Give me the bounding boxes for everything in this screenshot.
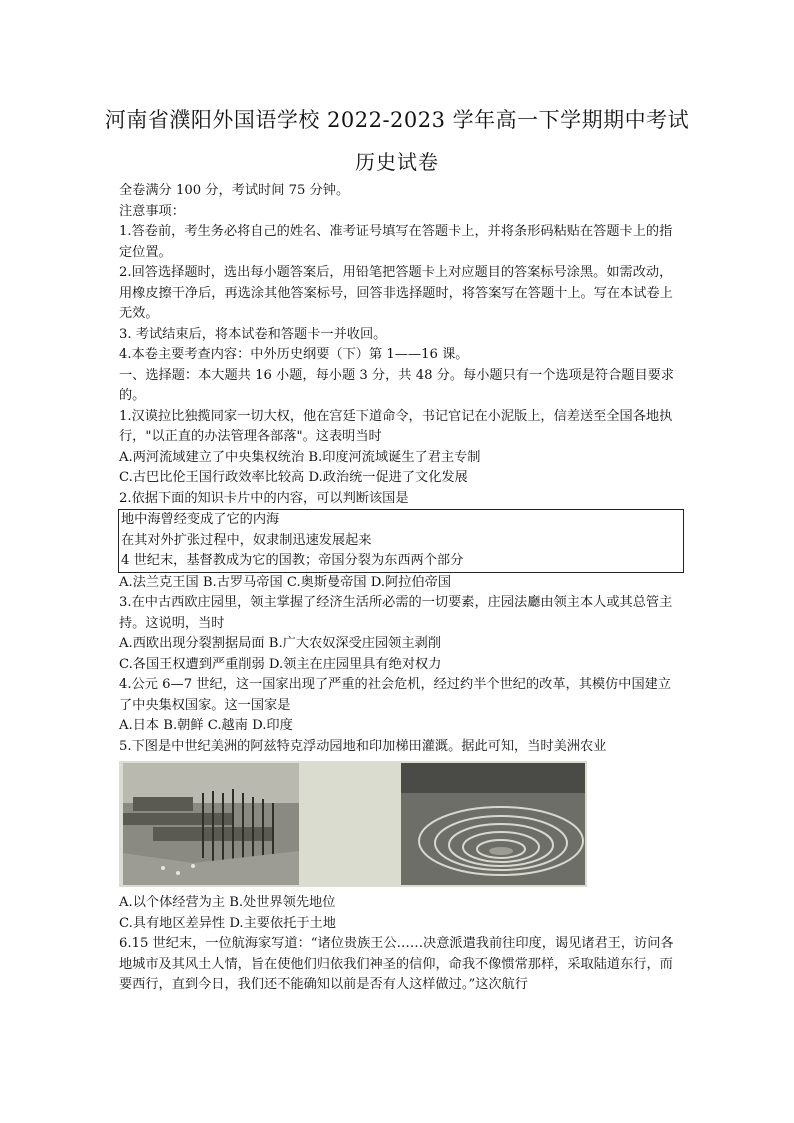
question-2-stem: 2.依据下面的知识卡片中的内容，可以判断该国是 (119, 490, 409, 506)
note-4: 4.本卷主要考查内容：中外历史纲要（下）第 1——16 课。 (119, 347, 469, 362)
exam-body (119, 181, 681, 996)
knowledge-card (118, 509, 684, 573)
question-1-option-line: C.古巴比伦王国行政效率比较高 D.政治统一促进了文化发展 (119, 470, 468, 485)
question-5-option-line: A.以个体经营为主 B.处世界领先地位 (119, 895, 336, 910)
question-2-option-line: A.法兰克王国 B.古罗马帝国 C.奥斯曼帝国 D.阿拉伯帝国 (119, 574, 452, 590)
score-info: 全卷满分 100 分，考试时间 75 分钟。 (119, 183, 350, 198)
inca-terrace-photo (401, 763, 585, 885)
section-heading: 一、选择题：本大题共 16 小题，每小题 3 分，共 48 分。每小题只有一个选项是符合题目要求的。 (119, 367, 675, 403)
question-3-stem: 3.在中古西欧庄园里，领主掌握了经济生活所必需的一切要素，庄园法廳由领主本人或其总管主持。这说明，当时 (119, 595, 673, 631)
card-line: 地中海曾经变成了它的内海 (121, 512, 280, 527)
card-line: 4 世纪末，基督教成为它的国教；帝国分裂为东西两个部分 (121, 553, 464, 568)
question-6-stem: 6.15 世纪末，一位航海家写道：“诸位贵族王公……决意派遣我前往印度，谒见诸君王，访问各地城市及其风土人情，旨在使他们归依我们神圣的信仰，命我不像惯常那样，采取陆道东行，而要西行，直到今日，我们还不能确知以前是否有人这样做过。”这次航行 (119, 936, 674, 992)
notice-heading: 注意事项： (119, 203, 185, 219)
question-5-stem: 5.下图是中世纪美洲的阿兹特克浮动园地和印加梯田灌溉。据此可知，当时美洲农业 (119, 738, 607, 754)
question-1-option-line: A.两河流域建立了中央集权统治 B.印度河流域诞生了君主专制 (119, 449, 481, 465)
note-2: 2.回答选择题时，选出每小题答案后，用铅笔把答题卡上对应题目的答案标号涂黑。如需改动，用橡皮擦干净后，再选涂其他答案标号，回答非选择题时，将答案写在答题十上。写在本试卷上无效。 (119, 265, 673, 321)
question-5-figure (119, 761, 587, 887)
question-3-option-line: C.各国王权遭到严重削弱 D.领主在庄园里具有绝对权力 (119, 656, 442, 672)
note-1: 1.答卷前，考生务必将自己的姓名、准考证号填写在答题卡上，并将条形码粘贴在答题卡上的指定位置。 (119, 224, 673, 260)
exam-subtitle: 历史试卷 (355, 150, 439, 174)
exam-title: 河南省濮阳外国语学校 2022-2023 学年高一下学期期中考试 (104, 108, 690, 132)
question-4-option-line: A.日本 B.朝鲜 C.越南 D.印度 (119, 718, 293, 733)
question-4-stem: 4.公元 6—7 世纪，这一国家出现了严重的社会危机，经过约半个世纪的改革，其模仿中国建立了中央集权国家。这一国家是 (119, 677, 672, 713)
floating-garden-photo (123, 763, 299, 885)
question-3-option-line: A.西欧出现分裂割据局面 B.广大农奴深受庄园领主剥削 (119, 636, 441, 651)
question-5-option-line: C.具有地区差异性 D.主要依托于土地 (119, 915, 336, 931)
question-1-stem: 1.汉谟拉比独揽同家一切大权，他在宫廷下道命令，书记官记在小泥版上，信差送至全国各地执行，"以正直的办法管理各部落"。这表明当时 (119, 408, 673, 444)
note-3: 3. 考试结束后，将本试卷和答题卡一并收回。 (119, 326, 387, 342)
card-line: 在其对外扩张过程中，奴隶制迅速发展起来 (121, 532, 372, 548)
